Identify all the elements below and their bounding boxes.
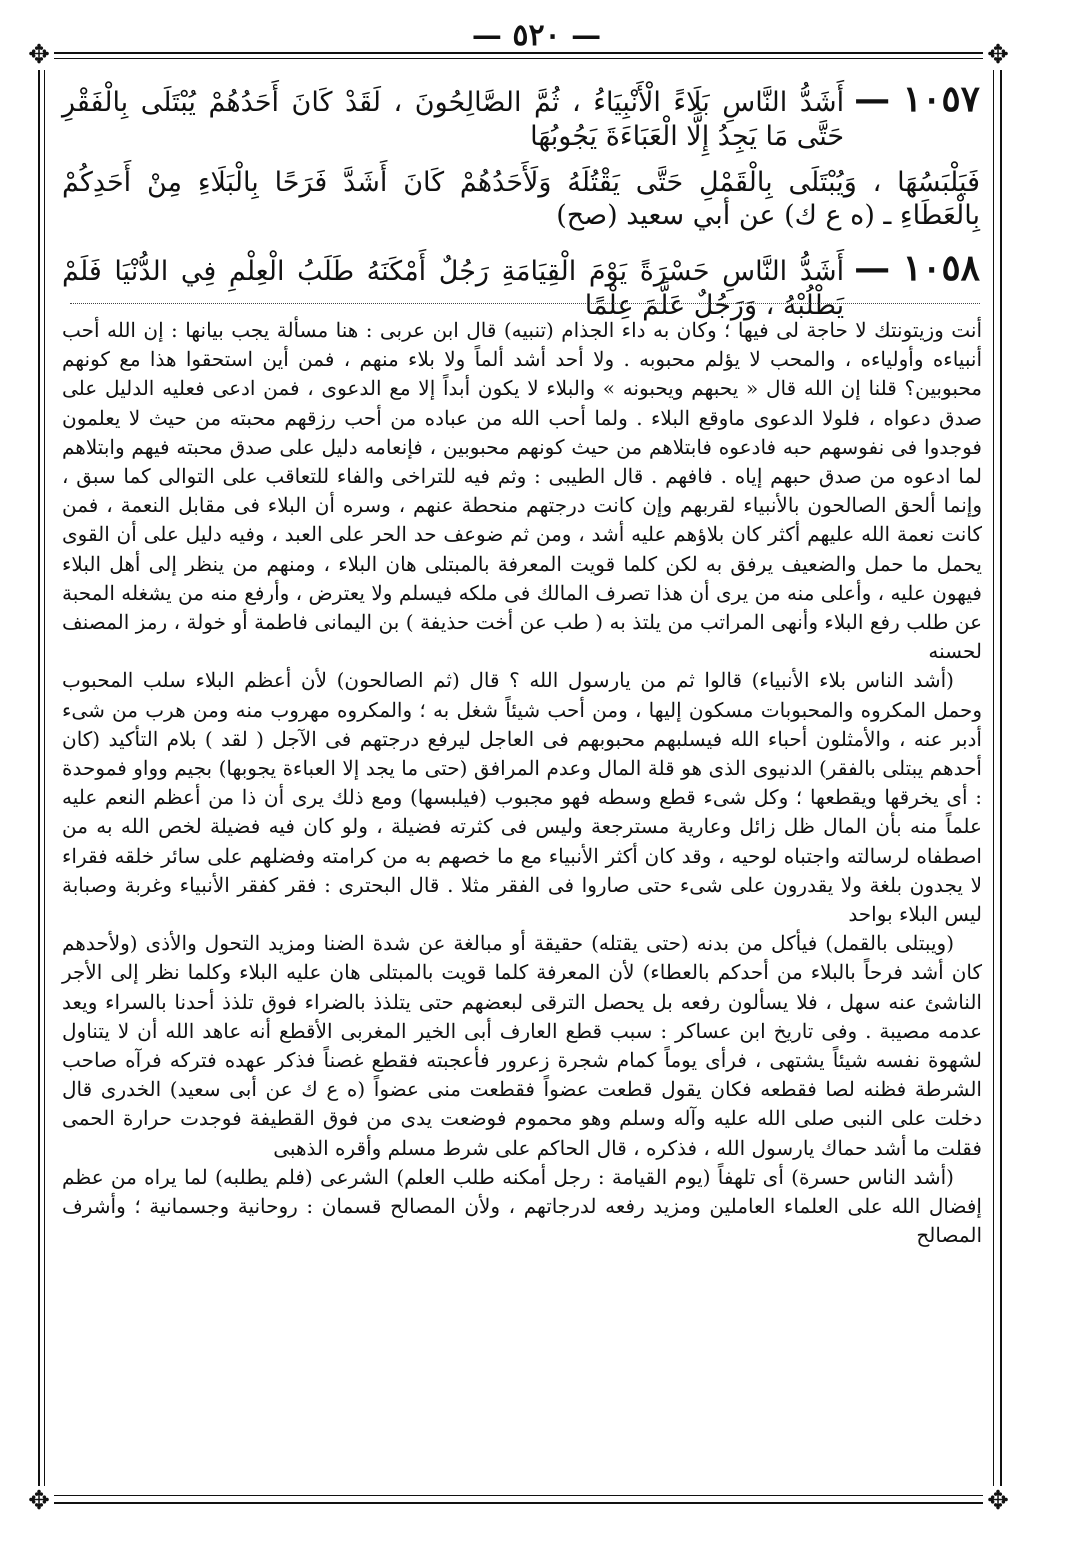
hadith-section <box>62 78 980 323</box>
commentary-paragraph: (أشد الناس حسرة) أى تلهفاً (يوم القيامة : رجل أمكنه طلب العلم) الشرعى (فلم يطلبه) لما يراه من عظم إفضال الله على العلماء العاملين ومزيد رفعه لدرجاتهم ، ولأن المصالح قسمان : روحانية وجسمانية ؛ وأشرف المصالح <box>62 1164 982 1248</box>
hadith-text-line: أَشَدُّ النَّاسِ حَسْرَةً يَوْمَ الْقِيَامَةِ رَجُلٌ أَمْكَنَهُ طَلَبُ الْعِلْمِ فِي الدُّنْيَا فَلَمْ يَطْلُبْهُ ، وَرَجُلٌ عَلَّمَ عِلْمًا <box>62 256 845 321</box>
commentary-paragraph: (أشد الناس بلاء الأنبياء) قالوا ثم من يارسول الله ؟ قال (ثم الصالحون) لأن أعظم البلاء سلب المحبوب وحمل المكروه والمحبوبات مسكون إليها ، ومن أحب شيئاً شغل به ؛ والمكروه مهروب منه ومن هرب من شىء أدبر عنه ، والأمثلون أحباء الله فيسلبهم محبوبهم فى العاجل ليرفع درجتهم فى الآجل ( لقد ) بلام التأكيد (كان أحدهم يبتلى بالفقر) الدنيوى الذى هو قلة المال وعدم المرافق (حتى ما يجد إلا العباءة يجوبها) بجيم وواو فموحدة : أى يخرقها ويقطعها ؛ وكل شىء قطع وسطه فهو مجبوب (فيلبسها) ومع ذلك يرى أن ذا من أعظم النعم عليه علماً منه بأن المال ظل زائل وعارية مسترجعة وليس فى كثرته فضيلة ، ولو كان فيه فضيلة لخص الله به من اصطفاه لرسالته واجتباه لوحيه ، وقد كان أكثر الأنبياء مع ما خصهم به من كرامته وفضلهم على سائر خلقه فقراء لا يجدون بلغة ولا يقدرون على شىء حتى صاروا فى الفقر مثلا . قال البحترى : فقر كفقر الأنبياء وغربة وصبابة ليس البلاء بواحد <box>62 668 982 927</box>
floral-corner-icon: ✥ <box>983 1486 1013 1516</box>
hadith-number: ١٠٥٧ — <box>854 78 980 120</box>
hadith-text-line: أَشَدُّ النَّاسِ بَلَاءً الْأَنْبِيَاءُ ، ثُمَّ الصَّالِحُونَ ، لَقَدْ كَانَ أَحَدُهُمْ يُبْتَلَى بِالْفَقْرِ حَتَّى مَا يَجِدُ إِلَّا الْعَبَاءَةَ يَجُوبُهَا <box>62 87 845 152</box>
page-number: — ٥٢٠ — <box>471 18 602 53</box>
commentary-paragraph: أنت وزيتونتك لا حاجة لى فيها ؛ وكان به داء الجذام (تنبيه) قال ابن عربى : هنا مسألة يجب بيانها : إن الله أحب أنبياءه وأولياءه ، والمحب لا يؤلم محبوبه . ولا أحد أشد ألماً ولا بلاء منهم ، فمن أين استحقوا هذا مع كونهم محبوبين؟ قلنا إن الله قال « يحبهم ويحبونه » والبلاء لا يكون أبداً إلا مع الدعوى ، فمن ادعى فعليه الدليل على صدق دعواه ، فلولا الدعوى ماوقع البلاء . ولما أحب الله من عباده من أحب رزقهم محبته من حيث لا يعلمون فوجدوا فى نفوسهم حبه فادعوه فابتلاهم من حيث كونهم محبوبين ، فإنعامه دليل على صدق محبته فيهم وابتلاهم لما ادعوه من صدق حبهم إياه . فافهم . قال الطيبى : وثم فيه للتراخى والفاء للتعاقب على التوالى كما سبق ، وإنما ألحق الصالحون بالأنبياء لقربهم وإن كانت درجتهم منحطة عنهم ، وسره أن البلاء فى مقابل النعمة ، فمن كانت نعمة الله عليهم أكثر كان بلاؤهم عليه أشد ، ومن ثم ضوعف حد الحر على العبد ، وفيه دليل على أن القوى يحمل ما حمل والضعيف يرفق به لكن كلما قويت المعرفة بالمبتلى هان البلاء ، ومنهم من ينظر إلى أهل البلاء فيهون عليه ، وأعلى منه من يرى أن هذا تصرف المالك فى ملكه فيسلم ولا يعترض ، وأرفع منه من يشغله المحبة عن طلب رفع البلاء وأنهى المراتب من يلتذ به ( طب عن أخت حذيفة ) بن اليمانى فاطمة أو خولة ، رمز المصنف لحسنه <box>62 318 982 664</box>
floral-corner-icon: ✥ <box>24 40 54 70</box>
hadith-number: ١٠٥٨ — <box>854 247 980 289</box>
hadith-1057 <box>62 78 980 154</box>
commentary <box>62 316 982 1251</box>
hadith-1058 <box>62 247 980 323</box>
commentary-paragraph: (ويبتلى بالقمل) فيأكل من بدنه (حتى يقتله) حقيقة أو مبالغة عن شدة الضنا ومزيد التحول والأذى (ولأحدهم كان أشد فرحاً بالبلاء من أحدكم بالعطاء) لأن المعرفة كلما قويت بالمبتلى هان عليه البلاء وكلما نظر إلى الأجر الناشئ عنه سهل ، فلا يسألون رفعه بل يحصل الترقى لبعضهم حتى يتلذذ بالضراء فوق تلذذ أحدنا بالسراء ويعد عدمه مصيبة . وفى تاريخ ابن عساكر : سبب قطع العارف أبى الخير المغربى الأقطع أنه عاهد الله أن لا يتناول لشهوة نفسه شيئاً يشتهى ، فرأى يوماً كمام شجرة زعرور فأعجبته فقطع غصناً فذكر عهده فتركه فرآه صاحب الشرطة فظنه لصا فقطعه فكان يقول قطعت عضواً فقطعت منى عضواً (ه ع ك عن أبى سعيد) الخدرى قال دخلت على النبى صلى الله عليه وآله وسلم وهو محموم فوضعت يدى من فوق القطيفة فوجدت حرارة الحمى فقلت ما أشد حماك يارسول الله ، فذكره ، قال الحاكم على شرط مسلم وأقره الذهبى <box>62 931 982 1160</box>
dotted-separator <box>70 303 980 304</box>
floral-corner-icon: ✥ <box>24 1486 54 1516</box>
hadith-text-line: فَيَلْبَسُهَا ، وَيُبْتَلَى بِالْقَمْلِ حَتَّى يَقْتُلَهُ وَلَأَحَدُهُمْ كَانَ أَشَدَّ فَرَحًا بِالْبَلَاءِ مِنْ أَحَدِكُمْ بِالْعَطَاءِ ـ (ه ع ك) عن أبي سعيد (صح) <box>62 166 980 232</box>
floral-corner-icon: ✥ <box>983 40 1013 70</box>
